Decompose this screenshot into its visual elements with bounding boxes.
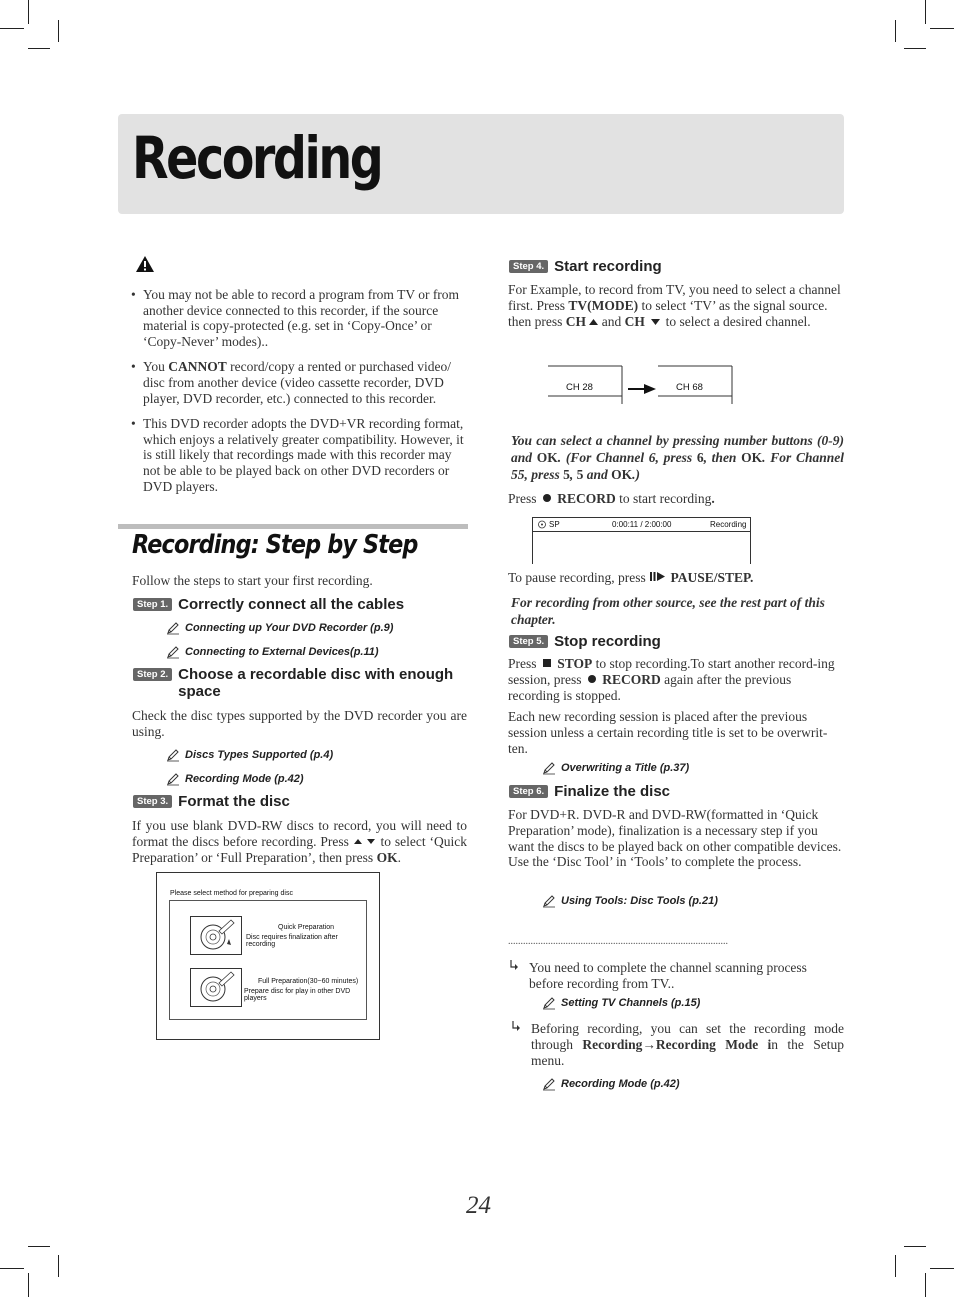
channel-change-diagram <box>548 362 734 406</box>
stop-square-icon <box>540 658 554 668</box>
step-title: Choose a recordable disc with enough space <box>178 666 454 700</box>
reference-link[interactable]: Recording Mode (p.42) <box>542 1077 680 1091</box>
reference-link[interactable]: Setting TV Channels (p.15) <box>542 996 700 1010</box>
reference-link[interactable]: Discs Types Supported (p.4) <box>166 748 333 762</box>
pencil-icon <box>166 772 180 786</box>
disc-icon <box>191 969 241 1006</box>
note-2: Beforing recording, you can set the recording mode through Recording→Recording Mode in the Setup menu. <box>531 1021 844 1068</box>
record-status: Recording <box>710 520 747 529</box>
reference-link[interactable]: Connecting to External Devices(p.11) <box>166 645 379 659</box>
warning-item: • You CANNOT record/copy a rented or purchased video/ disc from another device (video cassette recorder, DVD player, DVD recorder, etc.) connected to this recorder. <box>131 359 468 406</box>
up-down-arrows-icon <box>353 837 377 846</box>
note-1: You need to complete the channel scanning process before recording from TV.. <box>529 960 807 991</box>
step-badge: Step 4. <box>509 260 548 273</box>
step-title: Start recording <box>554 258 662 275</box>
channel-selection-tip: You can select a channel by pressing number buttons (0-9) and OK. (For Channel 6, press 6, then OK. For Channel 55, press 5, 5 and OK.) <box>511 433 845 482</box>
page-title: Recording <box>132 124 382 192</box>
down-arrow-icon <box>648 318 662 326</box>
warnings-list <box>131 287 468 504</box>
disc-preparation-screen <box>156 872 380 1040</box>
title-banner <box>118 114 844 214</box>
full-preparation-desc: Prepare disc for play in other DVD players <box>244 988 351 1002</box>
step-badge: Step 1. <box>133 598 172 611</box>
pencil-icon <box>542 894 556 908</box>
record-time: 0:00:11 / 2:00:00 <box>612 520 672 529</box>
pencil-icon <box>542 761 556 775</box>
reference-link[interactable]: Using Tools: Disc Tools (p.21) <box>542 894 718 908</box>
step-3-text: If you use blank DVD-RW discs to record, you will need to format the discs before recording. Press to select ‘Quick Preparation’ or ‘Full Preparation’, then press OK. <box>132 818 467 865</box>
reference-link[interactable]: Connecting up Your DVD Recorder (p.9) <box>166 621 393 635</box>
pencil-icon <box>166 645 180 659</box>
section-divider <box>118 524 468 529</box>
warning-item: • You may not be able to record a program from TV or from another device connected to this recorder, if the source material is copy-protected (e.g. set in ‘Copy-Once’ or ‘Copy-Never’ modes).. <box>131 287 468 349</box>
reference-link[interactable]: Overwriting a Title (p.37) <box>542 761 689 775</box>
step-2-text: Check the disc types supported by the DVD recorder you are using. <box>132 708 467 739</box>
full-preparation-option[interactable] <box>190 968 242 1007</box>
step-title: Format the disc <box>178 793 290 810</box>
other-source-note: For recording from other source, see the rest part of this chapter. <box>511 595 825 627</box>
press-record-text: Press RECORD to start recording. <box>508 491 715 506</box>
note-arrow-icon <box>509 959 519 971</box>
step-5-text: Press STOP to stop recording.To start another record-ing session, press RECORD again after the previous recording is stopped. <box>508 656 835 703</box>
step-title: Finalize the disc <box>554 783 671 800</box>
step-title: Stop recording <box>554 633 661 650</box>
pencil-icon <box>542 1077 556 1091</box>
pause-text: To pause recording, press PAUSE/STEP. <box>508 570 754 585</box>
step-5-heading <box>509 633 844 650</box>
prep-options-frame <box>169 900 367 1020</box>
step-1-heading <box>133 596 468 613</box>
step-title: Correctly connect all the cables <box>178 596 405 613</box>
channel-from: CH 28 <box>566 382 593 393</box>
step-4-heading <box>509 258 844 275</box>
record-dot-icon <box>585 674 599 684</box>
intro-text: Follow the steps to start your first recording. <box>132 573 373 588</box>
step-6-text: For DVD+R. DVD-R and DVD-RW(formatted in ‘Quick Preparation’ mode), finalization is a necessary step if you want the discs to be played back on other compatible devices. Use the ‘Disc Tool’ in ‘Tools’ to complete the process. <box>508 807 842 870</box>
dotted-separator: ........................................................................................ <box>508 936 728 947</box>
recording-status-display <box>532 514 752 564</box>
reference-link[interactable]: Recording Mode (p.42) <box>166 772 304 786</box>
step-badge: Step 3. <box>133 795 172 808</box>
full-preparation-title: Full Preparation(30~60 minutes) <box>258 978 359 985</box>
warning-item: • This DVD recorder adopts the DVD+VR recording format, which enjoys a relatively greater compatibility. However, it is still likely that recordings made with this recorder may not be able to be played back on other DVD recorders or DVD players. <box>131 416 468 494</box>
step-badge: Step 5. <box>509 635 548 648</box>
step-2-heading <box>133 666 468 700</box>
prep-header: Please select method for preparing disc <box>170 890 293 897</box>
record-mode: SP <box>549 520 560 529</box>
step-6-heading <box>509 783 844 800</box>
quick-preparation-title: Quick Preparation <box>278 924 335 931</box>
pencil-icon <box>542 996 556 1010</box>
pencil-icon <box>166 621 180 635</box>
step-3-heading <box>133 793 468 810</box>
pause-step-icon <box>649 571 667 582</box>
step-4-text: For Example, to record from TV, you need to select a channel first. Press TV(MODE) to select ‘TV’ as the signal source. then press CH and CH to select a desired channel. <box>508 282 841 329</box>
step-badge: Step 6. <box>509 785 548 798</box>
note-arrow-icon <box>511 1020 521 1032</box>
record-dot-icon <box>540 493 554 503</box>
disc-icon <box>191 917 241 954</box>
step-5-text-2: Each new recording session is placed after the previous session unless a certain recording title is set to be overwrit-ten. <box>508 709 828 756</box>
page-number: 24 <box>466 1192 491 1219</box>
step-badge: Step 2. <box>133 668 172 681</box>
quick-preparation-desc: Disc requires finalization after recording <box>246 934 338 948</box>
pencil-icon <box>166 748 180 762</box>
quick-preparation-option[interactable] <box>190 916 242 955</box>
section-title: Recording: Step by Step <box>132 530 418 560</box>
warning-icon <box>135 255 155 273</box>
channel-to: CH 68 <box>676 382 703 393</box>
